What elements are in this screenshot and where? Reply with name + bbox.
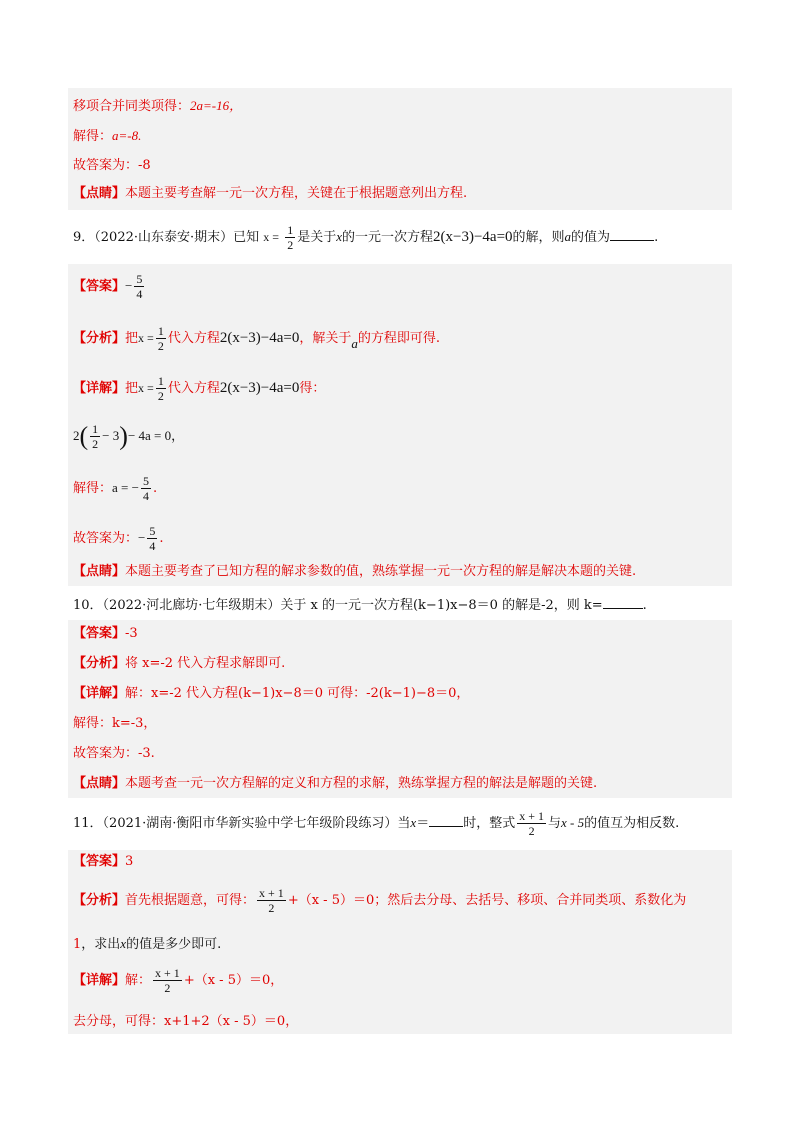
text-span: .: [654, 230, 659, 245]
text-span: .: [642, 598, 647, 613]
math-span: x - 5: [561, 815, 585, 830]
analysis-line-2: [73, 934, 221, 955]
answer-blank: [429, 826, 463, 827]
question-11-stem: [73, 806, 679, 841]
numerator: x + 1: [155, 966, 180, 980]
numerator: x + 1: [259, 886, 284, 900]
text-span: 代入方程: [167, 381, 220, 396]
answer-text: -3: [125, 626, 138, 641]
note-line: [73, 184, 467, 204]
text-span: 的解，则: [512, 230, 565, 245]
fraction: [257, 886, 286, 915]
answer-text: 3: [125, 854, 134, 869]
right-paren: ): [119, 421, 128, 451]
math-span: x =: [138, 331, 154, 345]
numerator: 1: [92, 422, 99, 436]
math-span: −: [125, 278, 133, 293]
text-span: 的值为: [571, 230, 611, 245]
numerator: 1: [157, 374, 164, 388]
math-span: − 4a = 0，: [127, 428, 185, 443]
numerator: 1: [157, 324, 164, 338]
final-answer-line: [73, 520, 164, 557]
denominator: 2: [92, 437, 99, 451]
analysis-line: [73, 654, 285, 674]
text-span: 代入方程: [167, 331, 220, 346]
answer-blank: [603, 608, 643, 609]
answer-line: [73, 624, 138, 644]
analysis-line: [73, 320, 440, 357]
note-tag: 【点睛】: [73, 776, 126, 791]
equation: 2(x−3)−4a=0: [219, 330, 300, 346]
analysis-tag: 【分析】: [73, 893, 126, 908]
text-span: 11．（2021·湖南·衡阳市华新实验中学七年级阶段练习）当: [73, 816, 411, 831]
math-span: x =: [263, 230, 280, 244]
text-span: ，解关于: [299, 331, 352, 346]
note-line: [73, 562, 636, 582]
question-10-stem: [73, 596, 647, 616]
denominator: 4: [136, 287, 143, 301]
note-tag: 【点睛】: [73, 564, 126, 579]
text-span: 10．（2022·河北廊坊·七年级期末）关于 x 的一元一次方程(k−1)x−8＝0 的解是-2，则 k=: [73, 598, 603, 613]
fraction: [90, 422, 100, 451]
equation: 2(x−3)−4a=0: [433, 229, 513, 245]
math-span: 2: [73, 428, 80, 443]
numerator: 1: [287, 223, 294, 237]
math-span: 2a=-16，: [190, 98, 243, 113]
fraction: [153, 966, 182, 995]
detail-tag: 【详解】: [73, 686, 126, 701]
analysis-line: [73, 884, 686, 918]
equation: 2(x−3)−4a=0: [219, 380, 300, 396]
math-span: −: [138, 530, 146, 545]
numerator: 5: [136, 272, 143, 286]
math-span: a = −: [112, 480, 139, 495]
text-span: 的值互为相反数.: [584, 816, 680, 831]
text-span: ＝: [416, 816, 430, 831]
text-span: .: [159, 531, 164, 546]
text-span: 移项合并同类项得：: [73, 99, 191, 114]
text-span: 得：: [299, 381, 326, 396]
text-span: 把: [125, 331, 139, 346]
fraction: [134, 272, 144, 301]
detail-line: [73, 964, 283, 998]
note-text: 本题主要考查解一元一次方程，关键在于根据题意列出方程.: [125, 186, 468, 201]
math-span: x: [410, 815, 417, 830]
math-span: x: [120, 936, 127, 951]
numerator: x + 1: [519, 809, 544, 823]
text-span: 的一元一次方程: [341, 230, 433, 245]
fraction: [517, 809, 546, 838]
text-span: 是关于: [297, 230, 337, 245]
denominator: 2: [157, 389, 164, 403]
text-span: 的值是多少即可.: [126, 937, 222, 952]
text-span: 的方程即可得.: [357, 331, 441, 346]
detail-text: 解：x=-2 代入方程(k−1)x−8＝0 可得：-2(k−1)−8＝0，: [125, 686, 470, 701]
note-tag: 【点睛】: [73, 186, 126, 201]
numerator: 5: [142, 474, 149, 488]
step-line: 去分母，可得：x+1+2（x - 5）＝0，: [73, 1014, 299, 1029]
note-text: 本题考查一元一次方程解的定义和方程的求解，熟练掌握方程的解法是解题的关键.: [125, 776, 598, 791]
detail-line: [73, 370, 325, 407]
text-line: [73, 96, 242, 117]
text-span: 首先根据题意，可得：: [125, 893, 256, 908]
math-span: a=-8.: [112, 128, 142, 143]
text-span: 与: [548, 816, 562, 831]
math-span: a: [564, 229, 572, 244]
text-span: .: [152, 481, 158, 496]
answer-line: [73, 852, 133, 872]
solution-block-10: [68, 620, 732, 798]
final-answer-line: 故答案为：-3.: [73, 746, 155, 761]
text-span: 解得：: [73, 481, 113, 496]
math-span: x =: [138, 381, 154, 395]
text-span: ，求出: [81, 937, 121, 952]
answer-tag: 【答案】: [73, 626, 126, 641]
denominator: 2: [268, 901, 275, 915]
text-span: +（x - 5）＝0，: [183, 973, 284, 988]
detail-tag: 【详解】: [73, 381, 126, 396]
question-9-stem: [73, 220, 658, 255]
analysis-tag: 【分析】: [73, 656, 126, 671]
text-line: [73, 126, 141, 147]
text-span: +（x - 5）＝0；然后去分母、去括号、移项、合并同类项、系数化为: [287, 893, 687, 908]
denominator: 2: [164, 981, 171, 995]
note-text: 本题主要考查了已知方程的解求参数的值，熟练掌握一元一次方程的解是解决本题的关键.: [125, 564, 637, 579]
text-span: 解得：: [73, 129, 113, 144]
note-line: [73, 774, 597, 794]
text-span: 解：: [125, 973, 152, 988]
fraction: [141, 474, 151, 503]
answer-tag: 【答案】: [73, 279, 126, 294]
left-paren: (: [79, 421, 89, 451]
text-span: 故答案为：: [73, 531, 139, 546]
math-span: a: [351, 336, 358, 351]
detail-line: [73, 684, 469, 704]
fraction: [156, 374, 166, 403]
analysis-tag: 【分析】: [73, 331, 126, 346]
denominator: 2: [287, 238, 294, 252]
text-line: 故答案为：-8: [73, 158, 151, 173]
text-span: 时，整式: [463, 816, 516, 831]
step-line: [73, 416, 184, 457]
numerator: 5: [149, 524, 156, 538]
denominator: 4: [142, 489, 149, 503]
fraction: [147, 524, 157, 553]
text-span: 1: [73, 937, 82, 952]
denominator: 4: [149, 539, 156, 553]
solve-line: [73, 470, 157, 507]
denominator: 2: [528, 824, 535, 838]
answer-line: [73, 268, 146, 305]
text-span: 9．（2022·山东泰安·期末）已知: [73, 230, 260, 245]
detail-tag: 【详解】: [73, 973, 126, 988]
text-span: 把: [125, 381, 139, 396]
analysis-text: 将 x=-2 代入方程求解即可.: [125, 656, 286, 671]
fraction: [156, 324, 166, 353]
math-span: − 3: [102, 428, 120, 443]
fraction: [285, 223, 295, 252]
math-span: x: [336, 229, 342, 244]
answer-blank: [610, 240, 654, 241]
answer-tag: 【答案】: [73, 854, 126, 869]
denominator: 2: [157, 339, 164, 353]
solve-line: 解得：k=-3，: [73, 716, 157, 731]
